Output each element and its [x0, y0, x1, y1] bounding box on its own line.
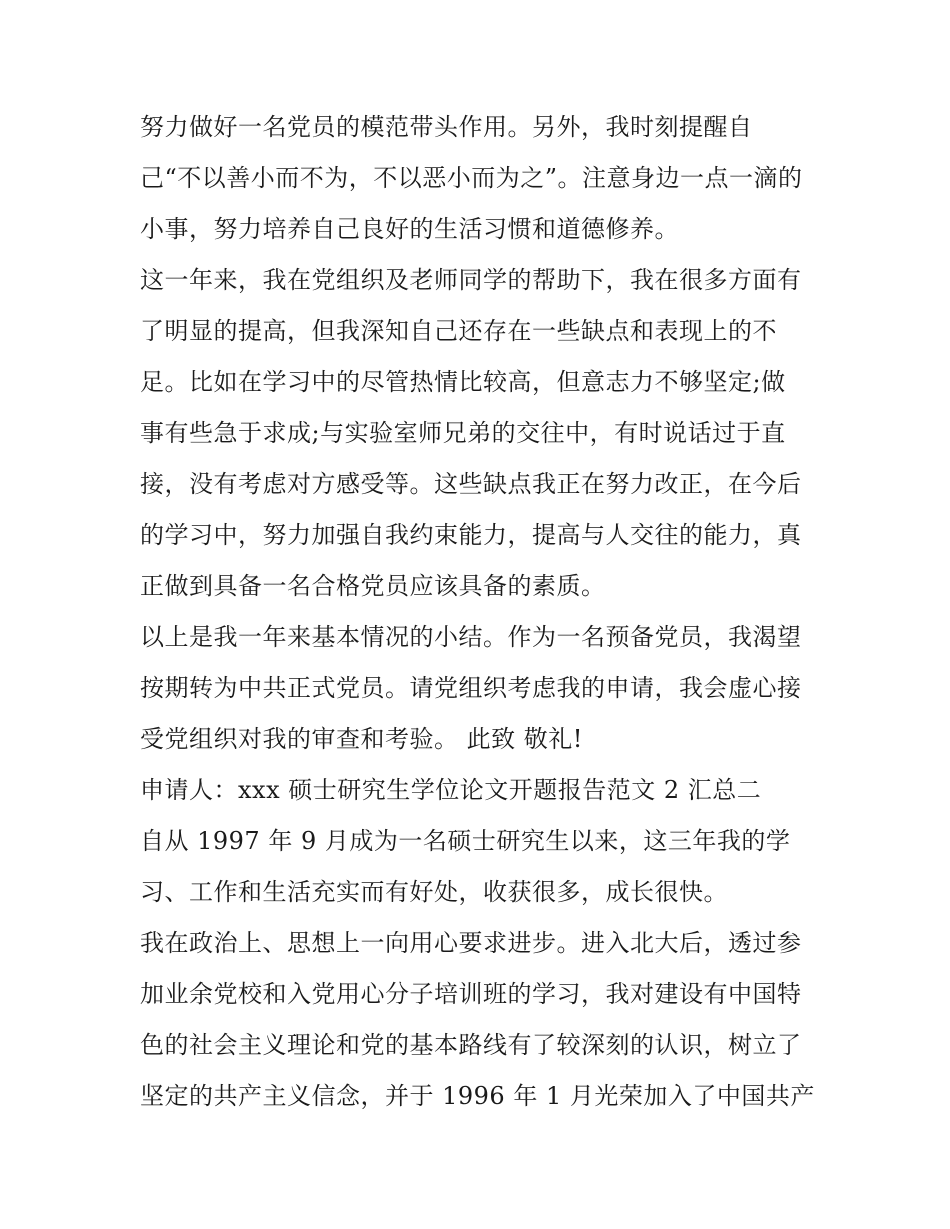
text-line: 正做到具备一名合格党员应该具备的素质。 [140, 572, 606, 600]
text-line: 受党组织对我的审查和考验。 此致 敬礼! [140, 725, 583, 753]
applicant-line: 申请人：xxx 硕士研究生学位论文开题报告范文 2 汇总二 [140, 776, 762, 804]
text-line: 小事，努力培养自己良好的生活习惯和道德修养。 [140, 215, 679, 243]
text-line: 加业余党校和入党用心分子培训班的学习，我对建设有中国特 [140, 980, 802, 1008]
text-line: 己“不以善小而不为，不以恶小而为之”。注意身边一点一滴的 [140, 164, 803, 192]
text-line: 我在政治上、思想上一向用心要求进步。进入北大后，透过参 [140, 929, 802, 957]
document-body [140, 102, 820, 1122]
text-line: 自从 1997 年 9 月成为一名硕士研究生以来，这三年我的学 [140, 827, 791, 855]
text-line: 事有些急于求成;与实验室师兄弟的交往中，有时说话过于直 [140, 419, 786, 447]
text-line: 足。比如在学习中的尽管热情比较高，但意志力不够坚定;做 [140, 368, 786, 396]
text-line: 这一年来，我在党组织及老师同学的帮助下，我在很多方面有 [140, 266, 802, 294]
text-line: 以上是我一年来基本情况的小结。作为一名预备党员，我渴望 [140, 623, 802, 651]
text-line: 色的社会主义理论和党的基本路线有了较深刻的认识，树立了 [140, 1031, 802, 1059]
text-line: 了明显的提高，但我深知自己还存在一些缺点和表现上的不 [140, 317, 777, 345]
text-line: 的学习中，努力加强自我约束能力，提高与人交往的能力，真 [140, 521, 802, 549]
text-line: 习、工作和生活充实而有好处，收获很多，成长很快。 [140, 878, 728, 906]
text-line: 按期转为中共正式党员。请党组织考虑我的申请，我会虚心接 [140, 674, 802, 702]
text-line: 努力做好一名党员的模范带头作用。另外，我时刻提醒自 [140, 113, 753, 141]
text-line: 接，没有考虑对方感受等。这些缺点我正在努力改正，在今后 [140, 470, 802, 498]
text-line: 坚定的共产主义信念，并于 1996 年 1 月光荣加入了中国共产 [140, 1082, 815, 1110]
